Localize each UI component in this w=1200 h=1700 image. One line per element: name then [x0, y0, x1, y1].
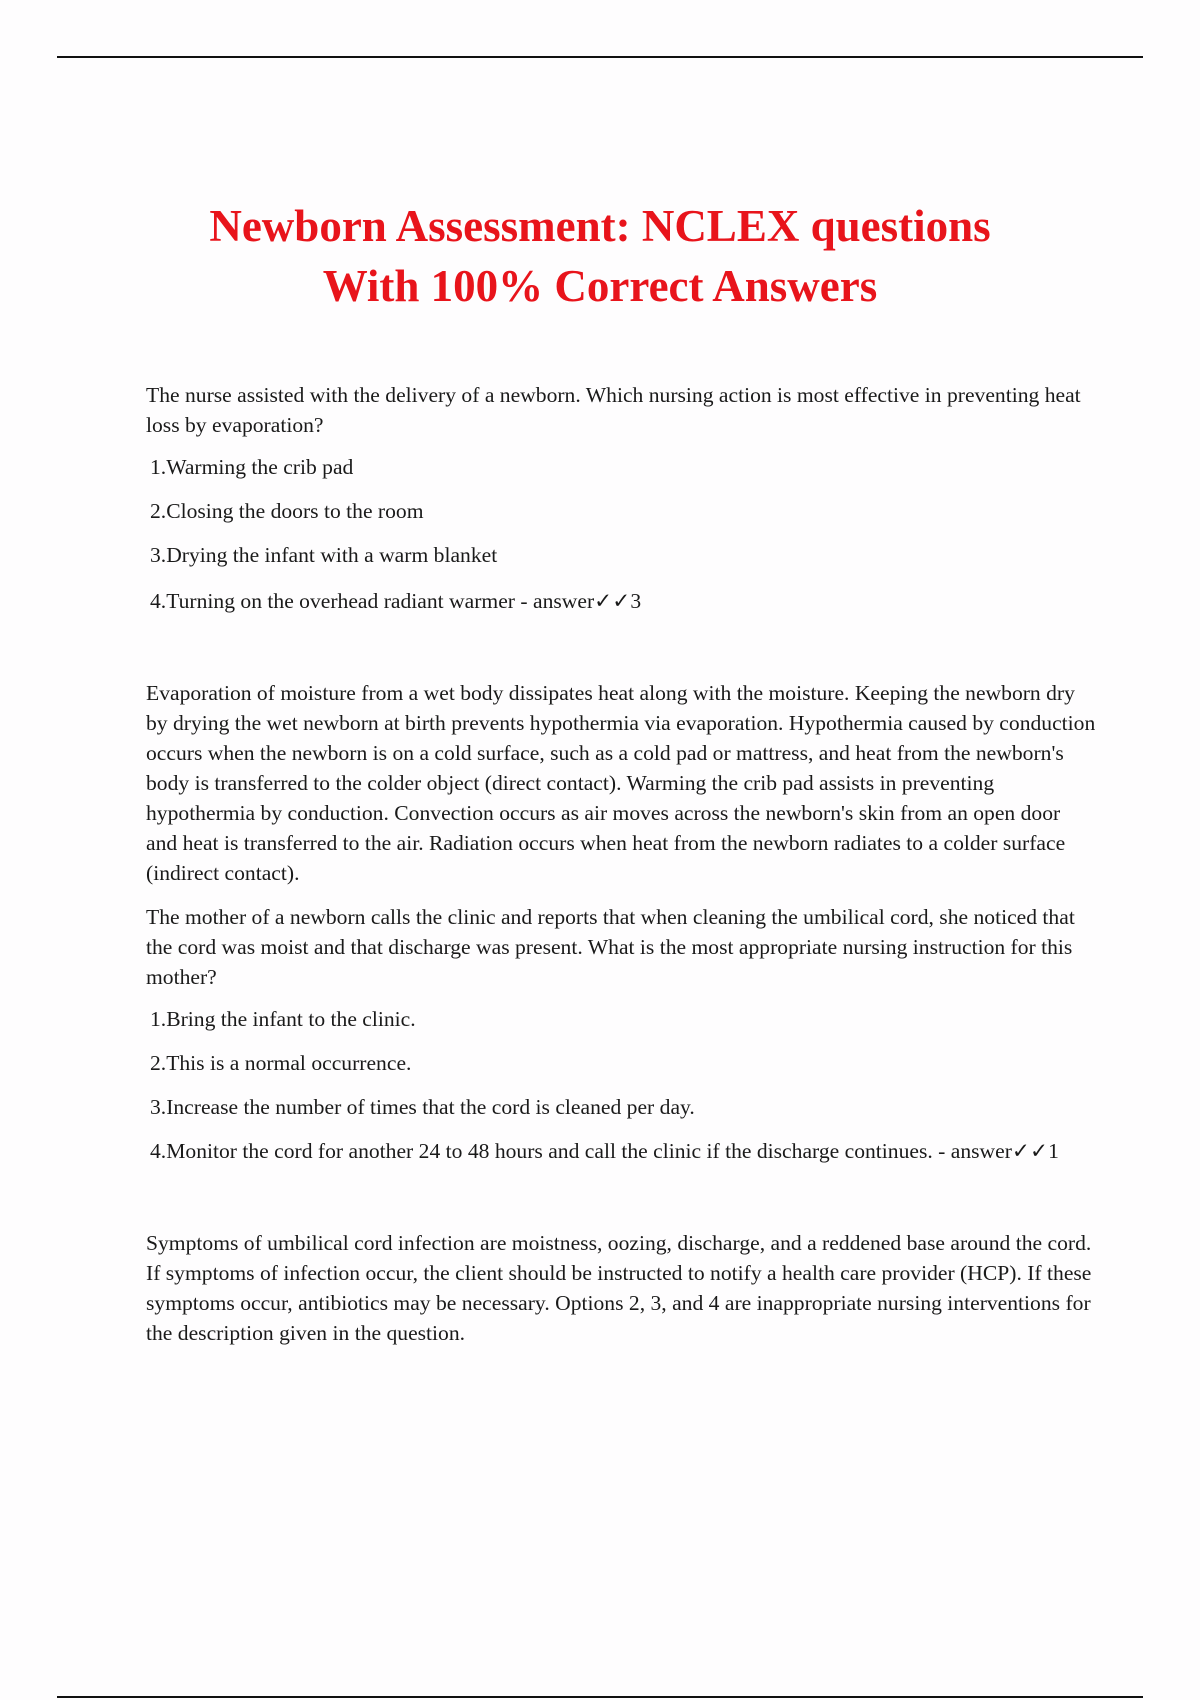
question-1-text: The nurse assisted with the delivery of a newborn. Which nursing action is most effective in preventing heat loss by evaporation? [146, 383, 1081, 437]
question-2-explanation: Symptoms of umbilical cord infection are moistness, oozing, discharge, and a reddened base around the cord. If symptoms of infection occur, the client should be instructed to notify a health care provider (HCP). If these symptoms occur, antibiotics may be necessary. Options 2, 3, and 4 are inappropriate nursing interventions for the description given in the question. [146, 1231, 1092, 1345]
question-1-option-4: 4.Turning on the overhead radiant warmer - answer✓✓3 [150, 589, 642, 613]
question-2-option-3: 3.Increase the number of times that the cord is cleaned per day. [150, 1095, 695, 1119]
document-body [146, 380, 1096, 1348]
title-line-1: Newborn Assessment: NCLEX questions [209, 201, 991, 252]
question-1-option-1: 1.Warming the crib pad [150, 455, 354, 479]
bottom-rule [57, 1696, 1143, 1698]
question-2-option-1: 1.Bring the infant to the clinic. [150, 1007, 416, 1031]
question-2-option-2: 2.This is a normal occurrence. [150, 1051, 412, 1075]
question-1-option-3: 3.Drying the infant with a warm blanket [150, 543, 498, 567]
question-1-option-2: 2.Closing the doors to the room [150, 499, 424, 523]
question-1-explanation: Evaporation of moisture from a wet body dissipates heat along with the moisture. Keeping the newborn dry by drying the wet newborn at birth prevents hypothermia via evaporation. Hypothermia caused by conduction occurs when the newborn is on a cold surface, such as a cold pad or mattress, and heat from the newborn's body is transferred to the colder object (direct contact). Warming the crib pad assists in preventing hypothermia by conduction. Convection occurs as air moves across the newborn's skin from an open door and heat is transferred to the air. Radiation occurs when heat from the newborn radiates to a colder surface (indirect contact). [146, 681, 1096, 885]
question-2-option-4: 4.Monitor the cord for another 24 to 48 hours and call the clinic if the discharge continues. - answer✓✓1 [150, 1139, 1059, 1163]
title-line-2: With 100% Correct Answers [322, 261, 878, 312]
document-title [100, 196, 1100, 316]
question-2-text: The mother of a newborn calls the clinic and reports that when cleaning the umbilical cord, she noticed that the cord was moist and that discharge was present. What is the most appropriate nursing instruction for this mother? [146, 905, 1075, 989]
top-rule [57, 56, 1143, 58]
